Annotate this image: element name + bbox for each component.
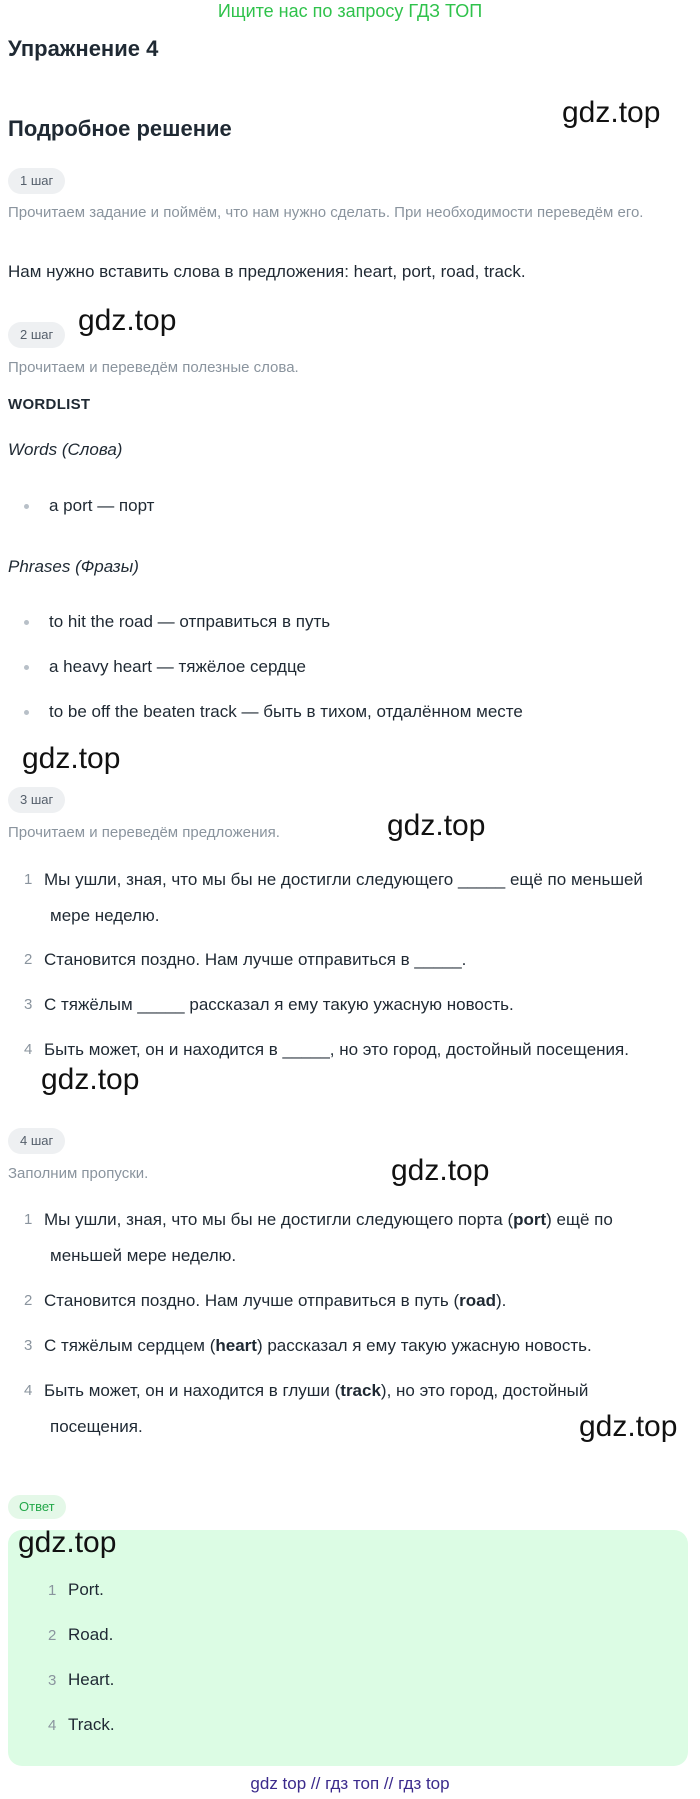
phrase-text: to hit the road — отправиться в путь bbox=[49, 612, 331, 631]
phrase-text: to be off the beaten track — быть в тихом, отдалённом месте bbox=[49, 702, 523, 721]
watermark: gdz.top bbox=[78, 304, 177, 337]
answer-item bbox=[48, 1668, 114, 1693]
answer-badge: Ответ bbox=[8, 1495, 66, 1519]
list-item bbox=[20, 1328, 690, 1364]
step-badge-2: 2 шаг bbox=[8, 322, 65, 348]
step-1-hint: Прочитаем задание и поймём, что нам нужно сделать. При необходимости переведём его. bbox=[8, 204, 644, 221]
step-2-hint: Прочитаем и переведём полезные слова. bbox=[8, 359, 299, 376]
step-badge-3: 3 шаг bbox=[8, 787, 65, 813]
list-item bbox=[20, 1032, 690, 1068]
step-badge-1: 1 шаг bbox=[8, 168, 65, 194]
words-heading: Words (Слова) bbox=[8, 440, 123, 459]
list-item bbox=[20, 1373, 690, 1445]
sentence-text: ) ещё по bbox=[546, 1210, 613, 1229]
word-text: a port — порт bbox=[49, 496, 155, 515]
list-item bbox=[20, 942, 690, 978]
search-banner[interactable]: Ищите нас по запросу ГДЗ ТОП bbox=[217, 1, 483, 21]
watermark: gdz.top bbox=[579, 1410, 678, 1443]
sentence-text: Быть может, он и находится в глуши ( bbox=[44, 1381, 341, 1400]
sentence-text: Мы ушли, зная, что мы бы не достигли следующего _____ ещё по меньшей bbox=[44, 870, 643, 889]
step-4-hint: Заполним пропуски. bbox=[8, 1165, 149, 1182]
watermark: gdz.top bbox=[41, 1063, 140, 1096]
phrase-text: a heavy heart — тяжёлое сердце bbox=[49, 657, 306, 676]
item-number: 2 bbox=[24, 951, 33, 968]
bullet-icon bbox=[24, 665, 29, 670]
list-item bbox=[20, 987, 690, 1023]
section-title: Подробное решение bbox=[8, 116, 232, 141]
item-number: 4 bbox=[24, 1041, 33, 1058]
answer-item bbox=[48, 1623, 113, 1648]
watermark: gdz.top bbox=[387, 809, 486, 842]
list-item bbox=[20, 1202, 690, 1274]
sentence-text: ), но это город, достойный bbox=[380, 1381, 589, 1400]
item-number: 3 bbox=[24, 1337, 33, 1354]
sentence-text: меньшей мере неделю. bbox=[50, 1246, 237, 1265]
answer-text: Heart. bbox=[68, 1670, 115, 1689]
footer-links[interactable]: gdz top // гдз топ // гдз top bbox=[250, 1774, 450, 1793]
answer-text: Road. bbox=[68, 1625, 114, 1644]
step-badge-4: 4 шаг bbox=[8, 1128, 65, 1154]
list-item bbox=[20, 1283, 690, 1319]
answer-item bbox=[48, 1713, 115, 1738]
sentence-text: Становится поздно. Нам лучше отправиться в _____. bbox=[44, 950, 467, 969]
item-number: 2 bbox=[24, 1292, 33, 1309]
item-number: 4 bbox=[48, 1717, 57, 1734]
step-3-hint: Прочитаем и переведём предложения. bbox=[8, 824, 280, 841]
item-number: 1 bbox=[24, 871, 33, 888]
answer-word: track bbox=[340, 1381, 381, 1400]
answer-text: Track. bbox=[68, 1715, 115, 1734]
sentence-text: Мы ушли, зная, что мы бы не достигли следующего порта ( bbox=[44, 1210, 514, 1229]
exercise-title: Упражнение 4 bbox=[8, 36, 159, 61]
step-1-text: Нам нужно вставить слова в предложения: heart, port, road, track. bbox=[8, 262, 526, 281]
item-number: 3 bbox=[48, 1672, 57, 1689]
item-number: 1 bbox=[24, 1211, 33, 1228]
item-number: 1 bbox=[48, 1582, 57, 1599]
item-number: 4 bbox=[24, 1382, 33, 1399]
item-number: 2 bbox=[48, 1627, 57, 1644]
wordlist-title: WORDLIST bbox=[8, 396, 91, 413]
sentence-text: мере неделю. bbox=[50, 906, 160, 925]
bullet-icon bbox=[24, 504, 29, 509]
answer-word: port bbox=[513, 1210, 547, 1229]
answer-text: Port. bbox=[68, 1580, 104, 1599]
bullet-icon bbox=[24, 710, 29, 715]
sentence-text: Быть может, он и находится в _____, но это город, достойный посещения. bbox=[44, 1040, 629, 1059]
phrases-heading: Phrases (Фразы) bbox=[8, 557, 139, 576]
answer-word: road bbox=[459, 1291, 496, 1310]
sentence-text: ) рассказал я ему такую ужасную новость. bbox=[256, 1336, 592, 1355]
sentence-text: посещения. bbox=[50, 1417, 143, 1436]
sentence-text: Становится поздно. Нам лучше отправиться в путь ( bbox=[44, 1291, 460, 1310]
bullet-icon bbox=[24, 620, 29, 625]
watermark: gdz.top bbox=[22, 742, 121, 775]
list-item bbox=[20, 862, 690, 934]
watermark: gdz.top bbox=[562, 96, 661, 129]
answer-word: heart bbox=[215, 1336, 257, 1355]
sentence-text: С тяжёлым сердцем ( bbox=[44, 1336, 216, 1355]
watermark: gdz.top bbox=[391, 1154, 490, 1187]
item-number: 3 bbox=[24, 996, 33, 1013]
answer-item bbox=[48, 1578, 104, 1603]
sentence-text: С тяжёлым _____ рассказал я ему такую ужасную новость. bbox=[44, 995, 514, 1014]
sentence-text: ). bbox=[495, 1291, 507, 1310]
watermark: gdz.top bbox=[18, 1526, 117, 1559]
